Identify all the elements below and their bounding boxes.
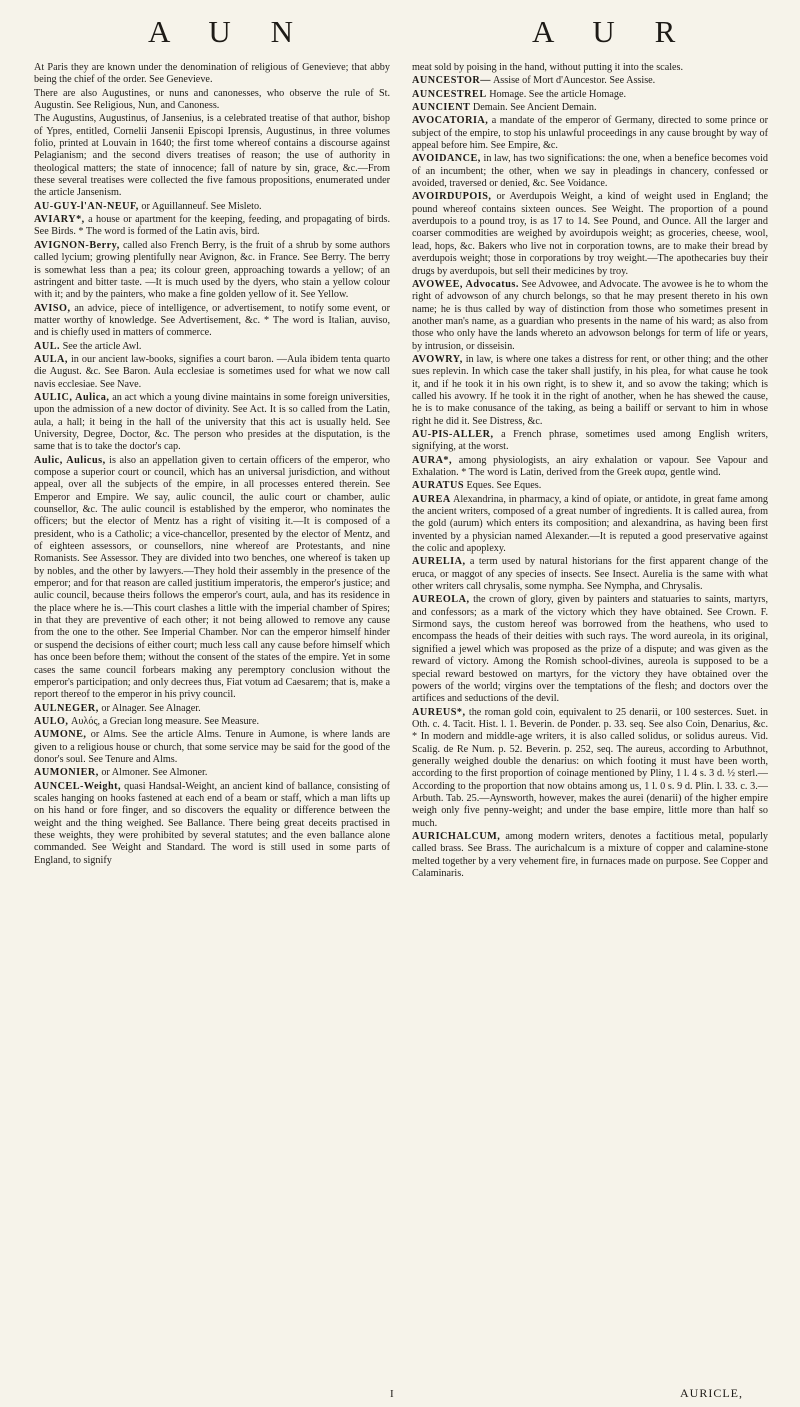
entry-headword: AVOIRDUPOIS, (412, 191, 492, 203)
dictionary-entry (34, 113, 390, 199)
entry-headword: AU-GUY-l'AN-NEUF, (34, 200, 139, 212)
entry-text: At Paris they are known under the denomination of religious of Genevieve; that abby being the chief of the order. See Genevieve. (34, 62, 390, 86)
entry-headword: AVISO, (34, 302, 71, 314)
dictionary-entry (34, 88, 390, 113)
catchword: AURICLE, (680, 1386, 743, 1400)
entry-text: in law, is where one takes a distress for rent, or other thing; and the other sues replevin. In which case the taker shall justify, in his plea, for what cause he took it, and if he took it in his own right, is to shew it, and so avow the taking; which is called his avowry. If he took it in the right of another, when he has shewed the cause, he is to make conusance of the taking, as being a bailiff or servant to him in whose right he did it. See Distress, &c. (412, 353, 768, 427)
dictionary-entry (412, 494, 768, 556)
dictionary-entry (412, 191, 768, 277)
entry-headword: AVOIDANCE, (412, 153, 481, 165)
dictionary-entry (412, 279, 768, 353)
entry-text: There are also Augustines, or nuns and canonesses, who observe the rule of St. Augustin. See Religious, Nun, and Canoness. (34, 87, 390, 112)
entry-headword: AUL. (34, 340, 61, 352)
entry-text: in our ancient law-books, signifies a court baron. —Aula ibidem tenta quarto die August. &c. See Baron. Aula ecclesiae is sometimes used for what we now call navis ecclesiae. See Nave. (34, 353, 390, 390)
entry-text: or Alms. See the article Alms. Tenure in Aumone, is where lands are given to a religious house or church, that some service may be said for the good of the donor's soul. See Tenure and Alms. (34, 729, 390, 765)
dictionary-entry (34, 62, 390, 87)
entry-text: or Alnager. See Alnager. (101, 702, 201, 714)
entry-text: an advice, piece of intelligence, or advertisement, to notify some event, or matter worthy of knowledge. See Advertisement, &c. * The word is Italian, auviso, and is chiefly used in matters of commerce. (34, 302, 390, 339)
dictionary-entry (412, 429, 768, 454)
entry-headword: AURATUS (412, 480, 464, 492)
entry-headword: AUREA (412, 493, 451, 505)
dictionary-entry (34, 214, 390, 239)
entry-headword: Aulic, Aulicus, (34, 454, 106, 466)
running-head-left: A U N (148, 14, 309, 49)
entry-headword: AULA, (34, 353, 68, 365)
dictionary-entry (34, 781, 390, 867)
dictionary-entry (412, 556, 768, 593)
entry-headword: AVOCATORIA, (412, 115, 489, 127)
entry-text: or Almoner. See Almoner. (101, 767, 208, 779)
entry-headword: AULO, (34, 715, 69, 727)
dictionary-entry (412, 153, 768, 190)
entry-text: The Augustins, Augustinus, of Jansenius, is a celebrated treatise of that author, bishop of Ypres, entitled, Cornelii Jansenii Episcopi Iprensis, Augustinus, in three volumes folio, printed at Louvain in 1640; the first tome whereof contains a discourse against Pelagianism; and the second divers treatises of reason; the use of authority in theological matters; the state of innocence; fall of nature by sin, grace, &c.—From these several treatises were collected the five famous propositions, enumerated under the article Jansenism. (34, 113, 390, 199)
dictionary-entry (34, 455, 390, 702)
entry-text: a term used by natural historians for the first apparent change of the eruca, or maggot of any species of insects. See Insect. Aurelia is the same with what other writers call chrysalis, some nympha. See Nympha, and Chrysalis. (412, 556, 768, 593)
entry-text: See the article Awl. (62, 340, 142, 352)
dictionary-entry (412, 455, 768, 480)
entry-text: Assise of Mort d'Auncestor. See Assise. (492, 75, 656, 87)
dictionary-entry (34, 729, 390, 766)
dictionary-entry (34, 392, 390, 454)
dictionary-entry (412, 62, 768, 74)
left-column (34, 62, 390, 1384)
entry-text: or Aguillanneuf. See Misleto. (141, 200, 262, 212)
entry-text: called also French Berry, is the fruit of a shrub by some authors called lycium; growing plentifully near Avignon, &c. in France. See Berry. The berry is somewhat less than a pea; its colour green, approaching towards a yellow; of an astringent and bitter taste. —It is much used by the dyers, who stain a yellow colour with it; and by the painters, who make a fine golden yellow of it. See Yellow. (34, 239, 390, 301)
entry-headword: AUREOLA, (412, 594, 470, 606)
entry-text: a mandate of the emperor of Germany, directed to some prince or subject of the empire, to stop his unlawful proceedings in any cause brought by way of appeal before him. See Empire, &c. (412, 115, 768, 152)
entry-headword: AURA*, (412, 454, 453, 466)
entry-headword: AVIARY*, (34, 214, 85, 226)
entry-headword: AUNCIENT (412, 102, 471, 114)
entry-headword: AURELIA, (412, 556, 466, 568)
dictionary-entry (34, 240, 390, 302)
entry-headword: AUMONIER, (34, 767, 99, 779)
entry-text: a house or apartment for the keeping, feeding, and propagating of birds. See Birds. * The word is formed of the Latin avis, bird. (34, 214, 390, 238)
entry-text: Alexandrina, in pharmacy, a kind of opiate, or antidote, in great fame among the ancient writers, composed of a great number of ingredients. It is called aurea, from the gold (aurum) which enters its composition; and alexandrina, as having been first invented by a physician named Alexander.—It is reputed a good preservative against the colic and apoplexy. (412, 493, 768, 555)
entry-headword: AUNCESTOR— (412, 75, 491, 87)
entry-headword: AUMONE, (34, 729, 87, 741)
dictionary-entry (412, 102, 768, 114)
right-column (412, 62, 768, 1384)
printer-signature: I (390, 1388, 394, 1400)
entry-headword: AULNEGER, (34, 702, 99, 714)
entry-text: is also an appellation given to certain officers of the emperor, who compose a superior court or council, which has an universal jurisdiction, and without appeal, over all the subjects of the empire, in all processes entered therein. See Emperor and Empire. We say, aulic council, the aulic court or chamber, aulic counsellor, &c. The aulic council is established by the emperor, who nominates the officers; but the elector of Mentz has a right of visiting it.—It is composed of a president, who is a Catholic; a vice-chancellor, presented by the elector of Mentz, and of eighteen assessors, or counsellors, nine whereof are Protestants, and nine Romanists. See Assessor. They are divided into two benches, one whereof is taken up by nobles, and the other by lawyers.—They hold their assembly in the presence of the emperor; and for that reason are called justitium imperatoris, the emperor's justice; and aulic council, because theirs follows the emperor's court, aula, and has its residence in the place where he is.—This court clashes a little with the imperial chamber of Spires; in that they are preventive of each other; it not being allowed to remove any cause from the one to the other. See Imperial Chamber. Nor can the emperor himself hinder or suspend the decisions of either court; much less call any cause before himself which has once been before them; without the consent of the states of the empire. Yet in some cases the same council forbears making any peremptory conclusion without the emperor's participation; and only decrees thus, Fiat votum ad Caesarem; that is, make a report thereof to the emperor in his privy council. (34, 454, 390, 701)
dictionary-entry (34, 716, 390, 728)
entry-headword: AULIC, Aulica, (34, 391, 110, 403)
dictionary-entry (412, 115, 768, 152)
entry-text: quasi Handsal-Weight, an ancient kind of ballance, consisting of scales hanging on hooks fastened at each end of a beam or staff, which a man lifts up on his hand or fore finger, and so discovers the equality or difference between the weight and the thing weighed. See Ballance. There being great deceits practised in these weights, they were prohibited by several statutes; and the even ballance alone commanded. See Weight and Standard. The word is still used in some parts of England, to signify (34, 780, 390, 866)
dictionary-entry (412, 89, 768, 101)
entry-headword: AU-PIS-ALLER, (412, 428, 494, 440)
entry-text: Αυλός, a Grecian long measure. See Measure. (71, 715, 260, 727)
dictionary-entry (412, 75, 768, 87)
dictionary-entry (34, 341, 390, 353)
dictionary-entry (34, 767, 390, 779)
dictionary-entry (34, 303, 390, 340)
entry-headword: AUNCESTREL (412, 88, 487, 100)
entry-headword: AUNCEL-Weight, (34, 780, 122, 792)
dictionary-entry (34, 354, 390, 391)
entry-text: the crown of glory, given by painters and statuaries to saints, martyrs, and confessors; as a mark of the victory which they have obtained. See Crown. F. Sirmond says, the custom hereof was borrowed from the heathens, who used to encompass the heads of their deities with such rays. The word aureola, in its original, signified a jewel which was proposed as the prize of a dispute; and was given as the reward of victory. Among the Romish school-divines, aureola is supposed to be a special reward bestowed on martyrs, for the victory they have obtained over the powers of the world; virgins over the temptations of the flesh; and doctors over the artifices and seductions of the devil. (412, 594, 768, 705)
dictionary-entry (412, 831, 768, 880)
entry-headword: AVOWEE, Advocatus. (412, 278, 519, 290)
entry-text: among modern writers, denotes a factitious metal, popularly called brass. See Brass. The aurichalcum is a mixture of copper and calamine-stone melted together by a very vehement fire, in furnaces made on purpose. See Copper and Calaminaris. (412, 830, 768, 879)
entry-text: an act which a young divine maintains in some foreign universities, upon the admission of a new doctor of divinity. See Act. It is so called from the Latin, aula, a hall; it being in the hall of the university that this act is usually held. See University, Degree, Doctor, &c. The person who presides at the disputation, is the same that is to take the doctor's cap. (34, 391, 390, 453)
entry-headword: AVIGNON-Berry, (34, 239, 120, 251)
entry-headword: AURICHALCUM, (412, 830, 501, 842)
entry-text: See Advowee, and Advocate. The avowee is he to whom the right of advowson of any church belongs, so that he may present thereto in his own name; he is thus called by way of distinction from those who sometimes present in another man's name, as a guardian who presents in the name of his ward; as also from those who only have the lands whereto an advowson belongs for term of life or years, by intrusion, or disseisin. (412, 278, 768, 352)
entry-text: among physiologists, an airy exhalation or vapour. See Vapour and Exhalation. * The word is Latin, derived from the Greek αυρα, gentle wind. (412, 454, 768, 478)
dictionary-entry (34, 703, 390, 715)
dictionary-entry (412, 354, 768, 428)
entry-text: a French phrase, sometimes used among English writers, signifying, at the worst. (412, 428, 768, 453)
entry-text: Homage. See the article Homage. (489, 88, 627, 100)
entry-text: the roman gold coin, equivalent to 25 denarii, or 100 sesterces. Suet. in Oth. c. 4. Tacit. Hist. l. 1. Beverin. de Ponder. p. 33. seq. See also Coin, Denarius, &c. * In modern and middle-age writers, it is also called solidus, or solidus aureus. Vid. Scalig. de Re Num. p. 52. Beverin. p. 252, seq. The aureus, according to Arbuthnot, generally weighed double the denarius: on which footing it must have been worth, according to the first proportion of coinage mentioned by Pliny, 1 l. 4 s. 3 d. ½ sterl.—According to the proportion that now obtains among us, 1 l. 0 s. 9 d. Plin. l. 33. c. 3.—Arbuth. Tab. 25.—Aynsworth, however, makes the aurei (denarii) of the higher empire weigh only five penny-weight; and under the base empire, little more than half so much. (412, 706, 768, 829)
entry-text: Eques. See Eques. (466, 480, 542, 492)
entry-headword: AUREUS*, (412, 706, 466, 718)
dictionary-entry (412, 594, 768, 705)
dictionary-entry (412, 707, 768, 830)
running-head-right: A U R (532, 14, 692, 49)
dictionary-entry (34, 201, 390, 213)
entry-text: in law, has two significations: the one, when a benefice becomes void of an incumbent; the other, when we say in pleadings in chancery, confessed or avoided, traversed or denied, &c. See Voidance. (412, 153, 768, 190)
entry-text: or Averdupois Weight, a kind of weight used in England; the pound whereof contains sixteen ounces. See Weight. The proportion of a pound averdupois to a pound troy, is as 17 to 14. See Pound, and Ounce. All the larger and coarser commodities are weighed by avoirdupois weight; as groceries, cheese, wool, lead, hops, &c. Bakers who live not in corporation towns, are to make their bread by averdupois weight; those in corporations by troy weight.—The apothecaries buy their drugs by averdupois, but sell their medicines by troy. (412, 191, 768, 277)
entry-headword: AVOWRY, (412, 353, 463, 365)
dictionary-entry (412, 480, 768, 492)
entry-text: Demain. See Ancient Demain. (472, 102, 597, 114)
entry-text: meat sold by poising in the hand, without putting it into the scales. (412, 62, 684, 73)
